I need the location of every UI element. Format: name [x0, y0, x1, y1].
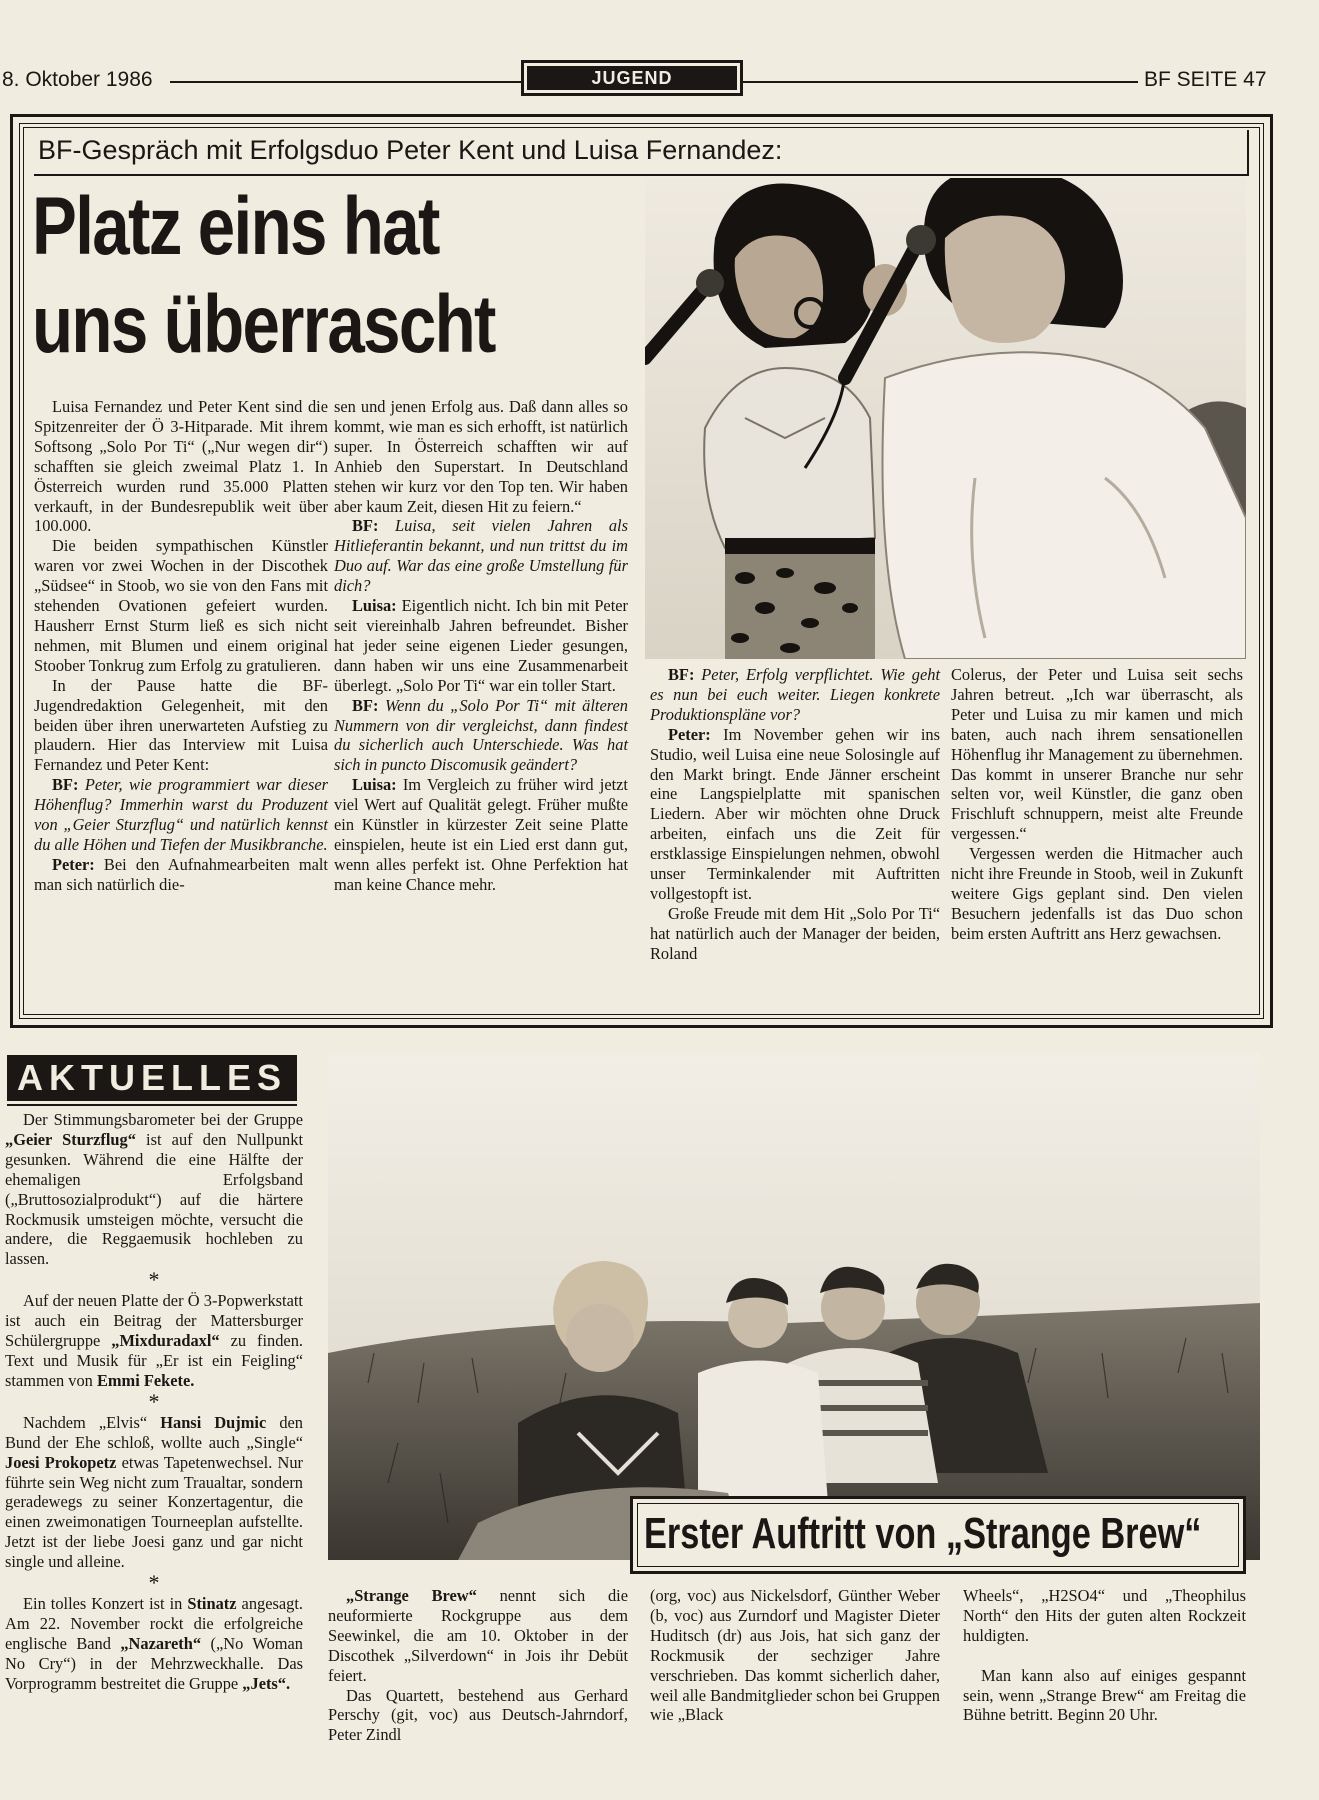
strange-brew-column-3: Wheels“, „H2SO4“ und „Theophilus North“ den Hits der guten alten Rockzeit huldigten. Man kann also auf einiges gespannt sein, wenn „Strange Brew“ am Freitag die Bühne betritt. Beginn 20 Uhr. — [963, 1586, 1246, 1725]
aktuelles-banner: AKTUELLES — [7, 1055, 297, 1101]
article-kicker: BF-Gespräch mit Erfolgsduo Peter Kent und Luisa Fernandez: — [34, 130, 1249, 176]
band-photo-caption-text: Erster Auftritt von „Strange Brew“ — [644, 1509, 1202, 1558]
article-column-4: Colerus, der Peter und Luisa seit sechs Jahren betreut. „Ich war überrascht, als Peter und Luisa zu mir kamen und mich baten, auch nach ihrem sensationellen Höhenflug ihr Management zu übernehmen. Das kommt in unserer Branche nur sehr selten vor, weil Künstler, die ganz oben Frischluft schnuppern, meist alte Freunde vergessen.“ Vergessen werden die Hitmacher auch nicht ihre Freunde in Stoob, weil in Zukunft weitere Gigs geplant sind. Den vielen Besuchern jedenfalls ist das Duo schon beim ersten Auftritt ans Herz gewachsen. — [951, 665, 1243, 943]
strange-brew-column-1: „Strange Brew“ nennt sich die neuformierte Rockgruppe aus dem Seewinkel, die am 10. Oktober in der Discothek „Silverdown“ in Jois ihr Debüt feiert. Das Quartett, bestehend aus Gerhard Perschy (git, voc) aus Deutsch-Jahrndorf, Peter Zindl — [328, 1586, 628, 1745]
duo-photo — [645, 178, 1246, 659]
article-column-2: sen und jenen Erfolg aus. Daß dann alles so kommt, wie man es sich erhofft, ist natürlich super. In Österreich schafften wir auf Anhieb den Superstart. In Deutschland stehen wir kurz vor den Top ten. Wir haben aber kaum Zeit, diesen Hit zu feiern.“ BF: Luisa, seit vielen Jahren als Hitlieferantin bekannt, und nun trittst du im Duo auf. War das eine große Umstellung für dich? Luisa: Eigentlich nicht. Ich bin mit Peter seit viereinhalb Jahren befreundet. Bisher hat jeder seine eigenen Lieder gesungen, dann haben wir uns eine Zusammenarbeit überlegt. „Solo Por Ti“ war ein toller Start. BF: Wenn du „Solo Por Ti“ mit älteren Nummern von dir vergleichst, dann findest du sicherlich auch Unterschiede. Was hat sich in puncto Discomusik geändert? Luisa: Im Vergleich zu früher wird jetzt viel Wert auf Qualität gelegt. Früher mußte ein Künstler in kürzester Zeit seine Platte einspielen, heute ist ein Lied erst dann gut, wenn alles perfekt ist. Ohne Perfektion hat man keine Chance mehr. — [334, 397, 628, 894]
header-rule-right — [743, 81, 1138, 83]
issue-date: 8. Oktober 1986 — [2, 68, 153, 91]
article-column-1: Luisa Fernandez und Peter Kent sind die Spitzenreiter der Ö 3-Hitparade. Mit ihrem Softsong „Solo Por Ti“ („Nur wegen dir“) schafften sie gleich zweimal Platz 1. In Österreich wurden rund 35.000 Platten verkauft, in der Bundesrepublik weit über 100.000. Die beiden sympathischen Künstler waren vor zwei Wochen in der Discothek „Südsee“ in Stoob, wo sie von den Fans mit stehenden Ovationen gefeiert wurden. Hausherr Ernst Sturm ließ es sich nicht nehmen, mit Blumen und einem original Stoober Tonkrug zum Erfolg zu gratulieren. In der Pause hatte die BF-Jugendredaktion Gelegenheit, mit den beiden über ihren unerwarteten Aufstieg zu plaudern. Hier das Interview mit Luisa Fernandez und Peter Kent: BF: Peter, wie programmiert war dieser Höhenflug? Immerhin warst du Produzent von „Geier Sturzflug“ und natürlich kennst du alle Höhen und Tiefen der Musikbranche. Peter: Bei den Aufnahmearbeiten malt man sich natürlich die- — [34, 397, 328, 894]
article-headline — [32, 178, 557, 374]
aktuelles-column: Der Stimmungsbarometer bei der Gruppe „Geier Sturzflug“ ist auf den Nullpunkt gesunken. Während die eine Hälfte der ehemaligen Erfolgsband („Bruttosozialprodukt“) auf die härtere Rockmusik umsteigen möchte, versucht die andere, die Reggaemusik hochleben zu lassen. * Auf der neuen Platte der Ö 3-Popwerkstatt ist auch ein Beitrag der Mattersburger Schülergruppe „Mixduradaxl“ zu finden. Text und Musik für „Er ist ein Feigling“ stammen von Emmi Fekete. * Nachdem „Elvis“ Hansi Dujmic den Bund der Ehe schloß, wollte auch „Single“ Joesi Prokopetz etwas Tapetenwechsel. Nur führte sein Weg nicht zum Traualtar, sondern geradewegs zu seiner Konzertagentur, die einen zweimonatigen Tourneeplan aufstellte. Jetzt ist der liebe Joesi ganz und gar nicht single und alleine. * Ein tolles Konzert ist in Stinatz angesagt. Am 22. November rockt die erfolgreiche englische Band „Nazareth“ („No Woman No Cry“) in der Mehrzweckhalle. Das Vorprogramm bestreitet die Gruppe „Jets“. — [5, 1110, 303, 1693]
headline-line-1: Platz eins hat — [32, 181, 439, 272]
page-number: BF SEITE 47 — [1144, 68, 1267, 91]
aktuelles-rule — [7, 1104, 297, 1106]
band-photo-caption — [630, 1496, 1246, 1574]
section-label — [521, 60, 743, 96]
section-label-text: JUGEND — [527, 66, 737, 90]
strange-brew-column-2: (org, voc) aus Nickelsdorf, Günther Weber (b, voc) aus Zurndorf und Magister Dieter Huditsch (dr) aus Jois, hat sich ganz der Rockmusik der sechziger Jahre verschrieben. Das kommt sicherlich daher, weil alle Bandmitglieder schon bei Gruppen wie „Black — [650, 1586, 940, 1725]
band-photo — [328, 1053, 1260, 1560]
headline-line-2: uns überrascht — [32, 279, 495, 370]
band-photo-caption-inner — [637, 1503, 1239, 1567]
header-rule-left — [170, 81, 521, 83]
article-column-3: BF: Peter, Erfolg verpflichtet. Wie geht es nun bei euch weiter. Liegen konkrete Produktionspläne vor? Peter: Im November gehen wir ins Studio, weil Luisa eine neue Solosingle auf den Markt bringt. Ende Jänner erscheint eine Langspielplatte mit spanischen Liedern. Aber wir möchten ohne Druck arbeiten, einfach uns die Zeit für erstklassige Einspielungen nehmen, obwohl unser Terminkalender mit Auftritten vollgestopft ist. Große Freude mit dem Hit „Solo Por Ti“ hat natürlich auch der Manager der beiden, Roland — [650, 665, 940, 963]
